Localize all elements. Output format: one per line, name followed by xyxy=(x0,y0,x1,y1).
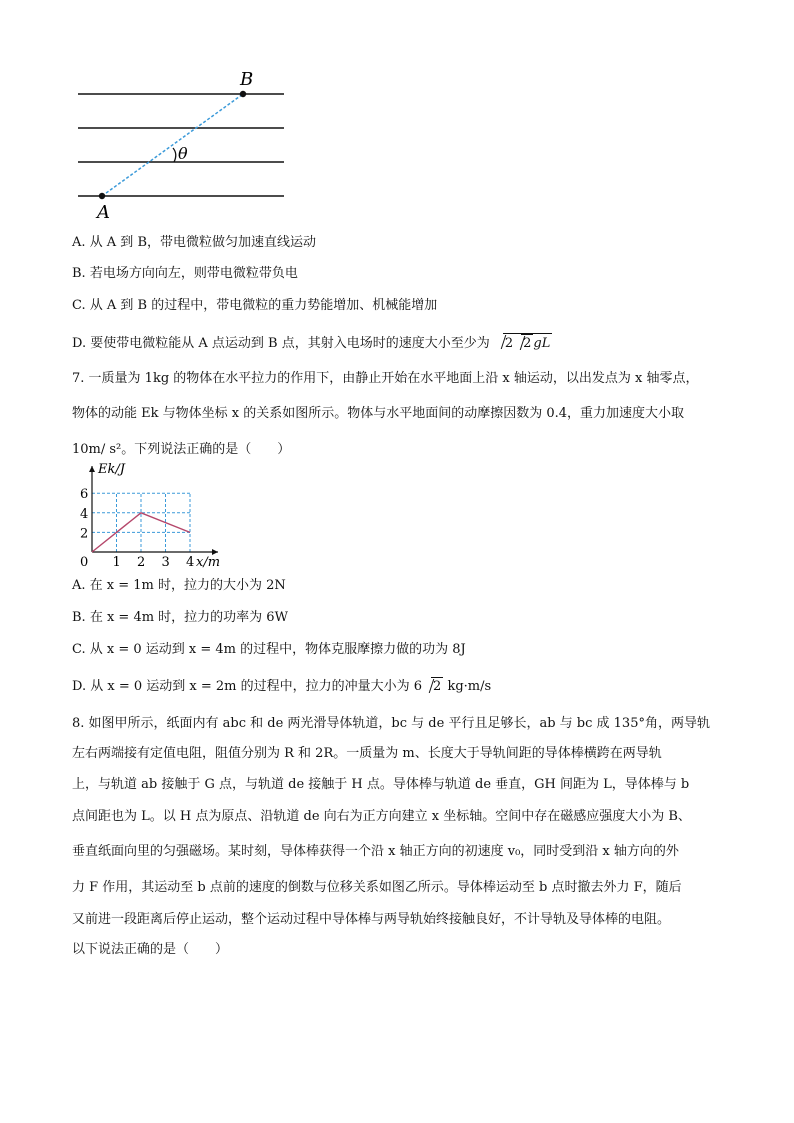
q8-stem-line-7: 又前进一段距离后停止运动，整个运动过程中导体棒与两导轨始终接触良好，不计导轨及导体棒的电阻。 xyxy=(72,912,671,927)
q6-option-b: B. 若电场方向向左，则带电微粒带负电 xyxy=(72,266,298,281)
q6-option-d-text: D. 要使带电微粒能从 A 点运动到 B 点，其射入电场时的速度大小至少为 xyxy=(72,336,490,351)
q7-option-a: A. 在 x = 1m 时，拉力的大小为 2N xyxy=(72,578,286,593)
x-tick-label-2: 2 xyxy=(137,555,146,570)
x-tick-label-1: 1 xyxy=(112,555,121,570)
point-b xyxy=(240,91,246,97)
q8-stem-line-1: 8. 如图甲所示，纸面内有 abc 和 de 两光滑导体轨道，bc 与 de 平行且足够长，ab 与 bc 成 135°角，两导轨 xyxy=(72,716,710,731)
q8-stem-line-4: 点间距也为 L。以 H 点为原点、沿轨道 de 向右为正方向建立 x 坐标轴。空间中存在磁感应强度大小为 B、 xyxy=(72,809,691,824)
y-axis-label: Ek/J xyxy=(98,462,125,477)
q8-stem-line-3: 上，与轨道 ab 接触于 G 点，与轨道 de 接触于 H 点。导体棒与轨道 de 垂直，GH 间距为 L，导体棒与 b xyxy=(72,777,690,792)
sqrt-two: 2 xyxy=(422,677,443,696)
q7-stem-line-3: 10m/ s²。下列说法正确的是（ ） xyxy=(72,442,291,457)
q7-option-d xyxy=(72,677,491,696)
y-tick-label-4: 4 xyxy=(80,506,89,522)
q7-stem-line-2: 物体的动能 Ek 与物体坐标 x 的关系如图所示。物体与水平地面间的动摩擦因数为 0.4，重力加速度大小取 xyxy=(72,406,685,421)
y-tick-label-6: 6 xyxy=(80,487,89,503)
q6-option-a: A. 从 A 到 B，带电微粒做匀加速直线运动 xyxy=(72,235,316,250)
origin-label: 0 xyxy=(80,555,89,570)
q8-stem-line-5: 垂直纸面向里的匀强磁场。某时刻，导体棒获得一个沿 x 轴正方向的初速度 v₀，同时受到沿 x 轴方向的外 xyxy=(72,844,679,859)
x-tick-label-3: 3 xyxy=(161,555,170,570)
path-ab xyxy=(102,94,243,196)
angle-arc xyxy=(173,148,176,162)
q7-option-d-text: D. 从 x = 0 运动到 x = 2m 的过程中，拉力的冲量大小为 6 xyxy=(72,679,423,694)
q7-option-d-unit: kg·m/s xyxy=(447,679,492,694)
field-figure xyxy=(70,64,300,224)
q7-option-c: C. 从 x = 0 运动到 x = 4m 的过程中，物体克服摩擦力做的功为 8J xyxy=(72,642,466,657)
label-b: B xyxy=(240,69,254,90)
q6-option-d xyxy=(72,333,552,353)
point-a xyxy=(99,193,105,199)
label-a: A xyxy=(97,202,110,223)
q8-stem-line-2: 左右两端接有定值电阻，阻值分别为 R 和 2R。一质量为 m、长度大于导轨间距的导体棒横跨在两导轨 xyxy=(72,746,662,761)
ek-x-chart xyxy=(74,462,234,572)
y-axis-arrow xyxy=(89,466,95,472)
y-tick-label-2: 2 xyxy=(80,526,89,542)
sqrt-expression: 2 2 gL xyxy=(494,333,553,353)
q7-stem-line-1: 7. 一质量为 1kg 的物体在水平拉力的作用下，由静止开始在水平地面上沿 x 轴运动，以出发点为 x 轴零点， xyxy=(72,371,699,386)
q7-option-b: B. 在 x = 4m 时，拉力的功率为 6W xyxy=(72,610,288,625)
x-axis-label: x/m xyxy=(196,555,221,570)
q8-stem-line-8: 以下说法正确的是（ ） xyxy=(72,942,229,957)
x-tick-label-4: 4 xyxy=(186,555,195,570)
q6-option-c: C. 从 A 到 B 的过程中，带电微粒的重力势能增加、机械能增加 xyxy=(72,298,438,313)
label-theta: θ xyxy=(178,144,188,163)
q8-stem-line-6: 力 F 作用，其运动至 b 点前的速度的倒数与位移关系如图乙所示。导体棒运动至 b 点时撤去外力 F，随后 xyxy=(72,880,682,895)
